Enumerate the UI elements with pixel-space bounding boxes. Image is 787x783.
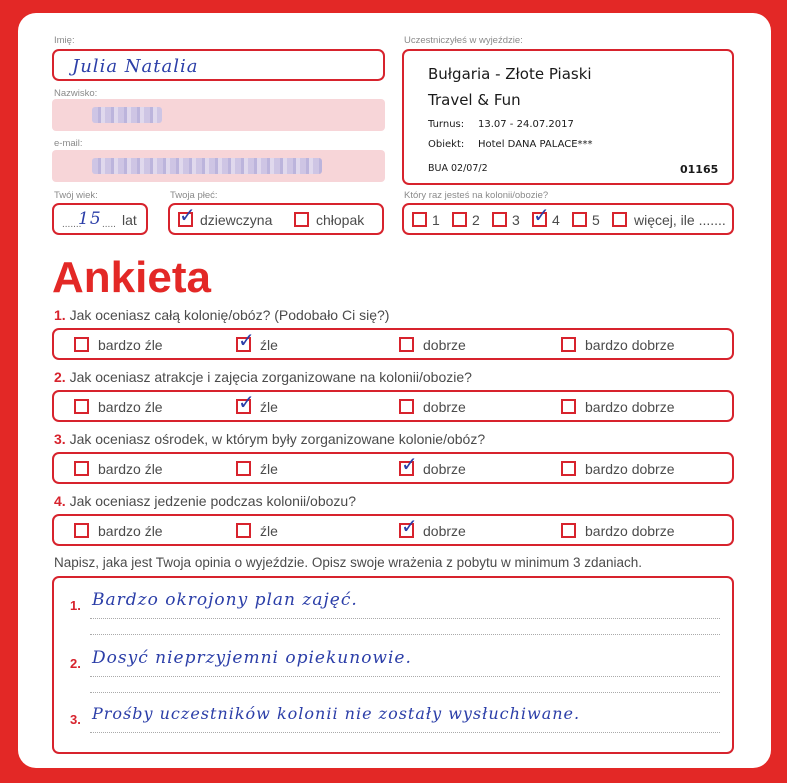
times-option-3: 3 xyxy=(512,212,520,228)
redacted-surname xyxy=(92,107,162,123)
opinion-2-text: Dosyć nieprzyjemni opiekunowie. xyxy=(92,648,412,668)
checkbox-times-5[interactable] xyxy=(572,212,587,227)
opinion-3-number: 3. xyxy=(70,712,81,727)
times-label: Który raz jesteś na kolonii/obozie? xyxy=(404,190,549,201)
email-field[interactable] xyxy=(52,150,385,182)
obiekt-value: Hotel DANA PALACE*** xyxy=(478,139,593,150)
q2-checkbox-bardzo-zle[interactable] xyxy=(74,399,89,414)
gender-option-girl: dziewczyna xyxy=(200,212,273,228)
checkbox-times-2[interactable] xyxy=(452,212,467,227)
trip-info-box xyxy=(402,49,734,185)
age-unit: lat xyxy=(122,212,137,228)
answer-row-1 xyxy=(52,328,734,360)
question-2-text: Jak oceniasz atrakcje i zajęcia zorganizowane na kolonii/obozie? xyxy=(69,369,472,385)
q1-option-zle: źle xyxy=(260,337,278,353)
question-4-number: 4. xyxy=(54,493,66,509)
times-option-5: 5 xyxy=(592,212,600,228)
q3-option-dobrze: dobrze xyxy=(423,461,466,477)
email-label: e-mail: xyxy=(54,138,83,149)
q1-option-bardzo-dobrze: bardzo dobrze xyxy=(585,337,675,353)
opinion-line-3a xyxy=(90,732,720,733)
question-3-text: Jak oceniasz ośrodek, w którym były zorganizowane kolonie/obóz? xyxy=(69,431,486,447)
answer-row-4 xyxy=(52,514,734,546)
checkbox-boy[interactable] xyxy=(294,212,309,227)
question-2-number: 2. xyxy=(54,369,66,385)
checkmark-girl: ✓ xyxy=(179,203,196,227)
name-label: Imię: xyxy=(54,35,75,46)
q4-checkbox-bardzo-dobrze[interactable] xyxy=(561,523,576,538)
q3-checkmark: ✓ xyxy=(401,452,418,476)
q2-option-zle: źle xyxy=(260,399,278,415)
q1-checkbox-dobrze[interactable] xyxy=(399,337,414,352)
age-value: 15 xyxy=(78,209,102,229)
gender-option-boy: chłopak xyxy=(316,212,365,228)
question-3 xyxy=(54,431,485,447)
trip-code: BUA 02/07/2 xyxy=(428,163,488,174)
question-1 xyxy=(54,307,389,323)
survey-sheet xyxy=(18,13,771,768)
q3-option-zle: źle xyxy=(260,461,278,477)
name-field[interactable] xyxy=(52,49,385,81)
q2-option-bardzo-zle: bardzo źle xyxy=(98,399,163,415)
surname-field[interactable] xyxy=(52,99,385,131)
opinion-1-text: Bardzo okrojony plan zajęć. xyxy=(92,590,358,610)
times-option-more: więcej, ile ....... xyxy=(634,212,726,228)
question-3-number: 3. xyxy=(54,431,66,447)
q4-option-dobrze: dobrze xyxy=(423,523,466,539)
times-field[interactable] xyxy=(402,203,734,235)
q4-option-bardzo-zle: bardzo źle xyxy=(98,523,163,539)
answer-row-3 xyxy=(52,452,734,484)
opinion-line-2b xyxy=(90,692,720,693)
trip-title: Bułgaria - Złote Piaski xyxy=(428,65,592,83)
q4-option-zle: źle xyxy=(260,523,278,539)
opinion-line-1b xyxy=(90,634,720,635)
age-label: Twój wiek: xyxy=(54,190,98,201)
q1-option-bardzo-zle: bardzo źle xyxy=(98,337,163,353)
opinion-box[interactable] xyxy=(52,576,734,754)
survey-title: Ankieta xyxy=(52,253,211,302)
q1-checkbox-bardzo-dobrze[interactable] xyxy=(561,337,576,352)
q4-option-bardzo-dobrze: bardzo dobrze xyxy=(585,523,675,539)
question-1-number: 1. xyxy=(54,307,66,323)
opinion-line-1a xyxy=(90,618,720,619)
question-2 xyxy=(54,369,472,385)
gender-label: Twoja płeć: xyxy=(170,190,218,201)
trip-label: Uczestniczyłeś w wyjeździe: xyxy=(404,35,523,46)
checkbox-times-more[interactable] xyxy=(612,212,627,227)
redacted-email xyxy=(92,158,322,174)
times-option-1: 1 xyxy=(432,212,440,228)
age-dots-after: ..... xyxy=(102,219,116,230)
checkbox-times-3[interactable] xyxy=(492,212,507,227)
q1-checkmark: ✓ xyxy=(238,328,255,352)
q1-option-dobrze: dobrze xyxy=(423,337,466,353)
answer-row-2 xyxy=(52,390,734,422)
gender-field[interactable] xyxy=(168,203,384,235)
q2-checkbox-dobrze[interactable] xyxy=(399,399,414,414)
opinion-prompt: Napisz, jaka jest Twoja opinia o wyjeździe. Opisz swoje wrażenia z pobytu w minimum 3 zdaniach. xyxy=(54,555,643,570)
q2-option-bardzo-dobrze: bardzo dobrze xyxy=(585,399,675,415)
q4-checkmark: ✓ xyxy=(401,514,418,538)
question-1-text: Jak oceniasz całą kolonię/obóz? (Podobało Ci się?) xyxy=(69,307,390,323)
q2-checkbox-bardzo-dobrze[interactable] xyxy=(561,399,576,414)
turnus-value: 13.07 - 24.07.2017 xyxy=(478,119,574,130)
opinion-line-2a xyxy=(90,676,720,677)
surname-label: Nazwisko: xyxy=(54,88,98,99)
turnus-label: Turnus: xyxy=(428,119,465,130)
question-4-text: Jak oceniasz jedzenie podczas kolonii/obozu? xyxy=(69,493,356,509)
q4-checkbox-zle[interactable] xyxy=(236,523,251,538)
opinion-1-number: 1. xyxy=(70,598,81,613)
q3-checkbox-bardzo-dobrze[interactable] xyxy=(561,461,576,476)
age-dots: ....... xyxy=(62,219,82,230)
q1-checkbox-bardzo-zle[interactable] xyxy=(74,337,89,352)
opinion-2-number: 2. xyxy=(70,656,81,671)
checkmark-times-4: ✓ xyxy=(533,203,550,227)
q3-checkbox-bardzo-zle[interactable] xyxy=(74,461,89,476)
q3-option-bardzo-zle: bardzo źle xyxy=(98,461,163,477)
trip-number: 01165 xyxy=(680,163,719,176)
times-option-4: 4 xyxy=(552,212,560,228)
q4-checkbox-bardzo-zle[interactable] xyxy=(74,523,89,538)
name-value: Julia Natalia xyxy=(72,56,199,77)
obiekt-label: Obiekt: xyxy=(428,139,465,150)
question-4 xyxy=(54,493,356,509)
q2-option-dobrze: dobrze xyxy=(423,399,466,415)
times-option-2: 2 xyxy=(472,212,480,228)
q2-checkmark: ✓ xyxy=(238,390,255,414)
checkbox-times-1[interactable] xyxy=(412,212,427,227)
opinion-3-text: Prośby uczestników kolonii nie zostały wysłuchiwane. xyxy=(92,704,581,723)
q3-checkbox-zle[interactable] xyxy=(236,461,251,476)
trip-company: Travel & Fun xyxy=(428,91,521,109)
q3-option-bardzo-dobrze: bardzo dobrze xyxy=(585,461,675,477)
age-field[interactable] xyxy=(52,203,148,235)
